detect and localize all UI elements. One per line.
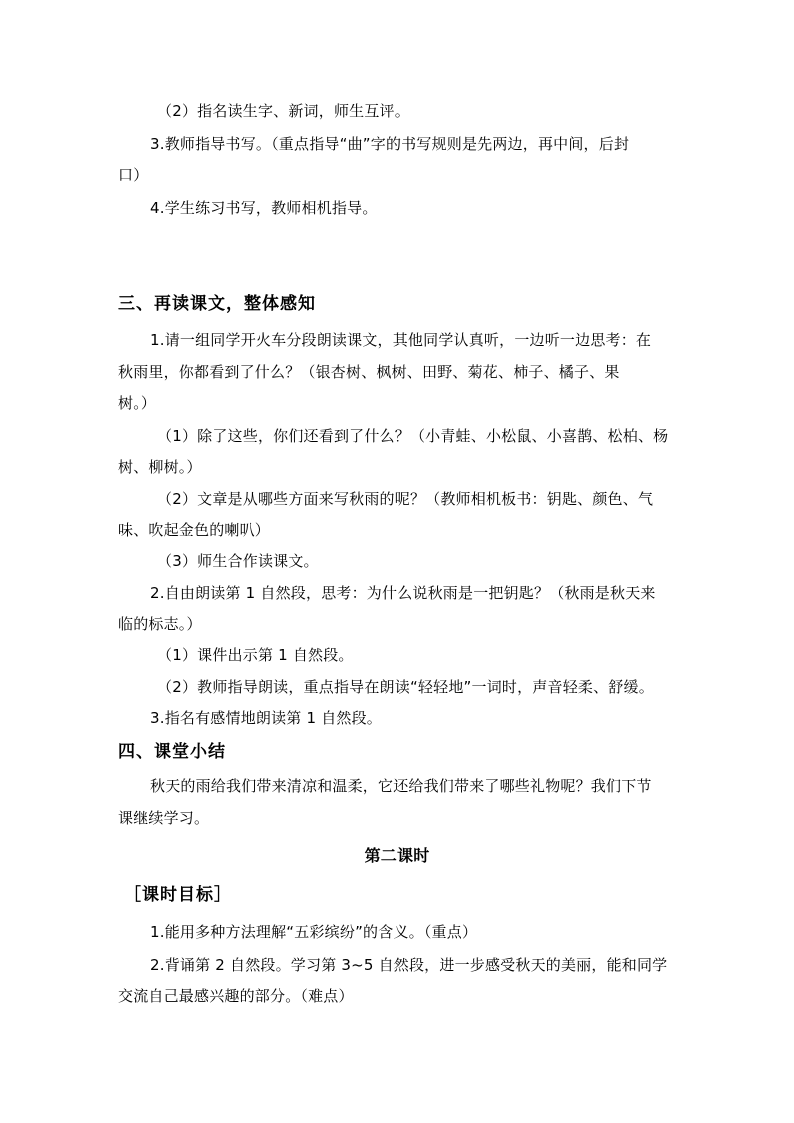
paragraph: （3）师生合作读课文。 <box>157 552 319 570</box>
section-heading: 四、课堂小结 <box>118 742 226 762</box>
paragraph: 树。） <box>118 394 157 412</box>
paragraph: 树、柳树。） <box>118 458 202 476</box>
paragraph: 口） <box>118 166 149 184</box>
paragraph: 3.教师指导书写。（重点指导“曲”字的书写规则是先两边，再中间，后封 <box>150 135 630 153</box>
paragraph: 秋天的雨给我们带来清凉和温柔，它还给我们带来了哪些礼物呢？我们下节 <box>150 777 652 795</box>
paragraph: 1.请一组同学开火车分段朗读课文，其他同学认真听，一边听一边思考：在 <box>150 331 652 349</box>
paragraph: （2）指名读生字、新词，师生互评。 <box>157 102 410 120</box>
paragraph: （2）教师指导朗读，重点指导在朗读“轻轻地”一词时，声音轻柔、舒缓。 <box>157 678 654 696</box>
paragraph: 1.能用多种方法理解“五彩缤纷”的含义。（重点） <box>150 923 478 941</box>
paragraph: 秋雨里，你都看到了什么？（银杏树、枫树、田野、菊花、柿子、橘子、果 <box>118 363 620 381</box>
objectives-title: ［课时目标］ <box>124 885 232 905</box>
paragraph: 临的标志。） <box>118 615 202 633</box>
section-heading: 三、再读课文，整体感知 <box>118 294 316 314</box>
paragraph: （2）文章是从哪些方面来写秋雨的呢？（教师相机板书：钥匙、颜色、气 <box>157 490 654 508</box>
paragraph: 2.背诵第 2 自然段。学习第 3~5 自然段，进一步感受秋天的美丽，能和同学 <box>150 956 668 974</box>
paragraph: （1）除了这些，你们还看到了什么？（小青蛙、小松鼠、小喜鹊、松柏、杨 <box>157 427 669 445</box>
paragraph: （1）课件出示第 1 自然段。 <box>157 646 354 664</box>
paragraph: 味、吹起金色的喇叭） <box>118 521 271 539</box>
paragraph: 3.指名有感情地朗读第 1 自然段。 <box>150 709 382 727</box>
session-title: 第二课时 <box>364 846 430 865</box>
paragraph: 课继续学习。 <box>118 809 210 827</box>
paragraph: 2.自由朗读第 1 自然段，思考：为什么说秋雨是一把钥匙？（秋雨是秋天来 <box>150 584 656 602</box>
paragraph: 4.学生练习书写，教师相机指导。 <box>150 199 378 217</box>
paragraph: 交流自己最感兴趣的部分。（难点） <box>118 987 354 1005</box>
